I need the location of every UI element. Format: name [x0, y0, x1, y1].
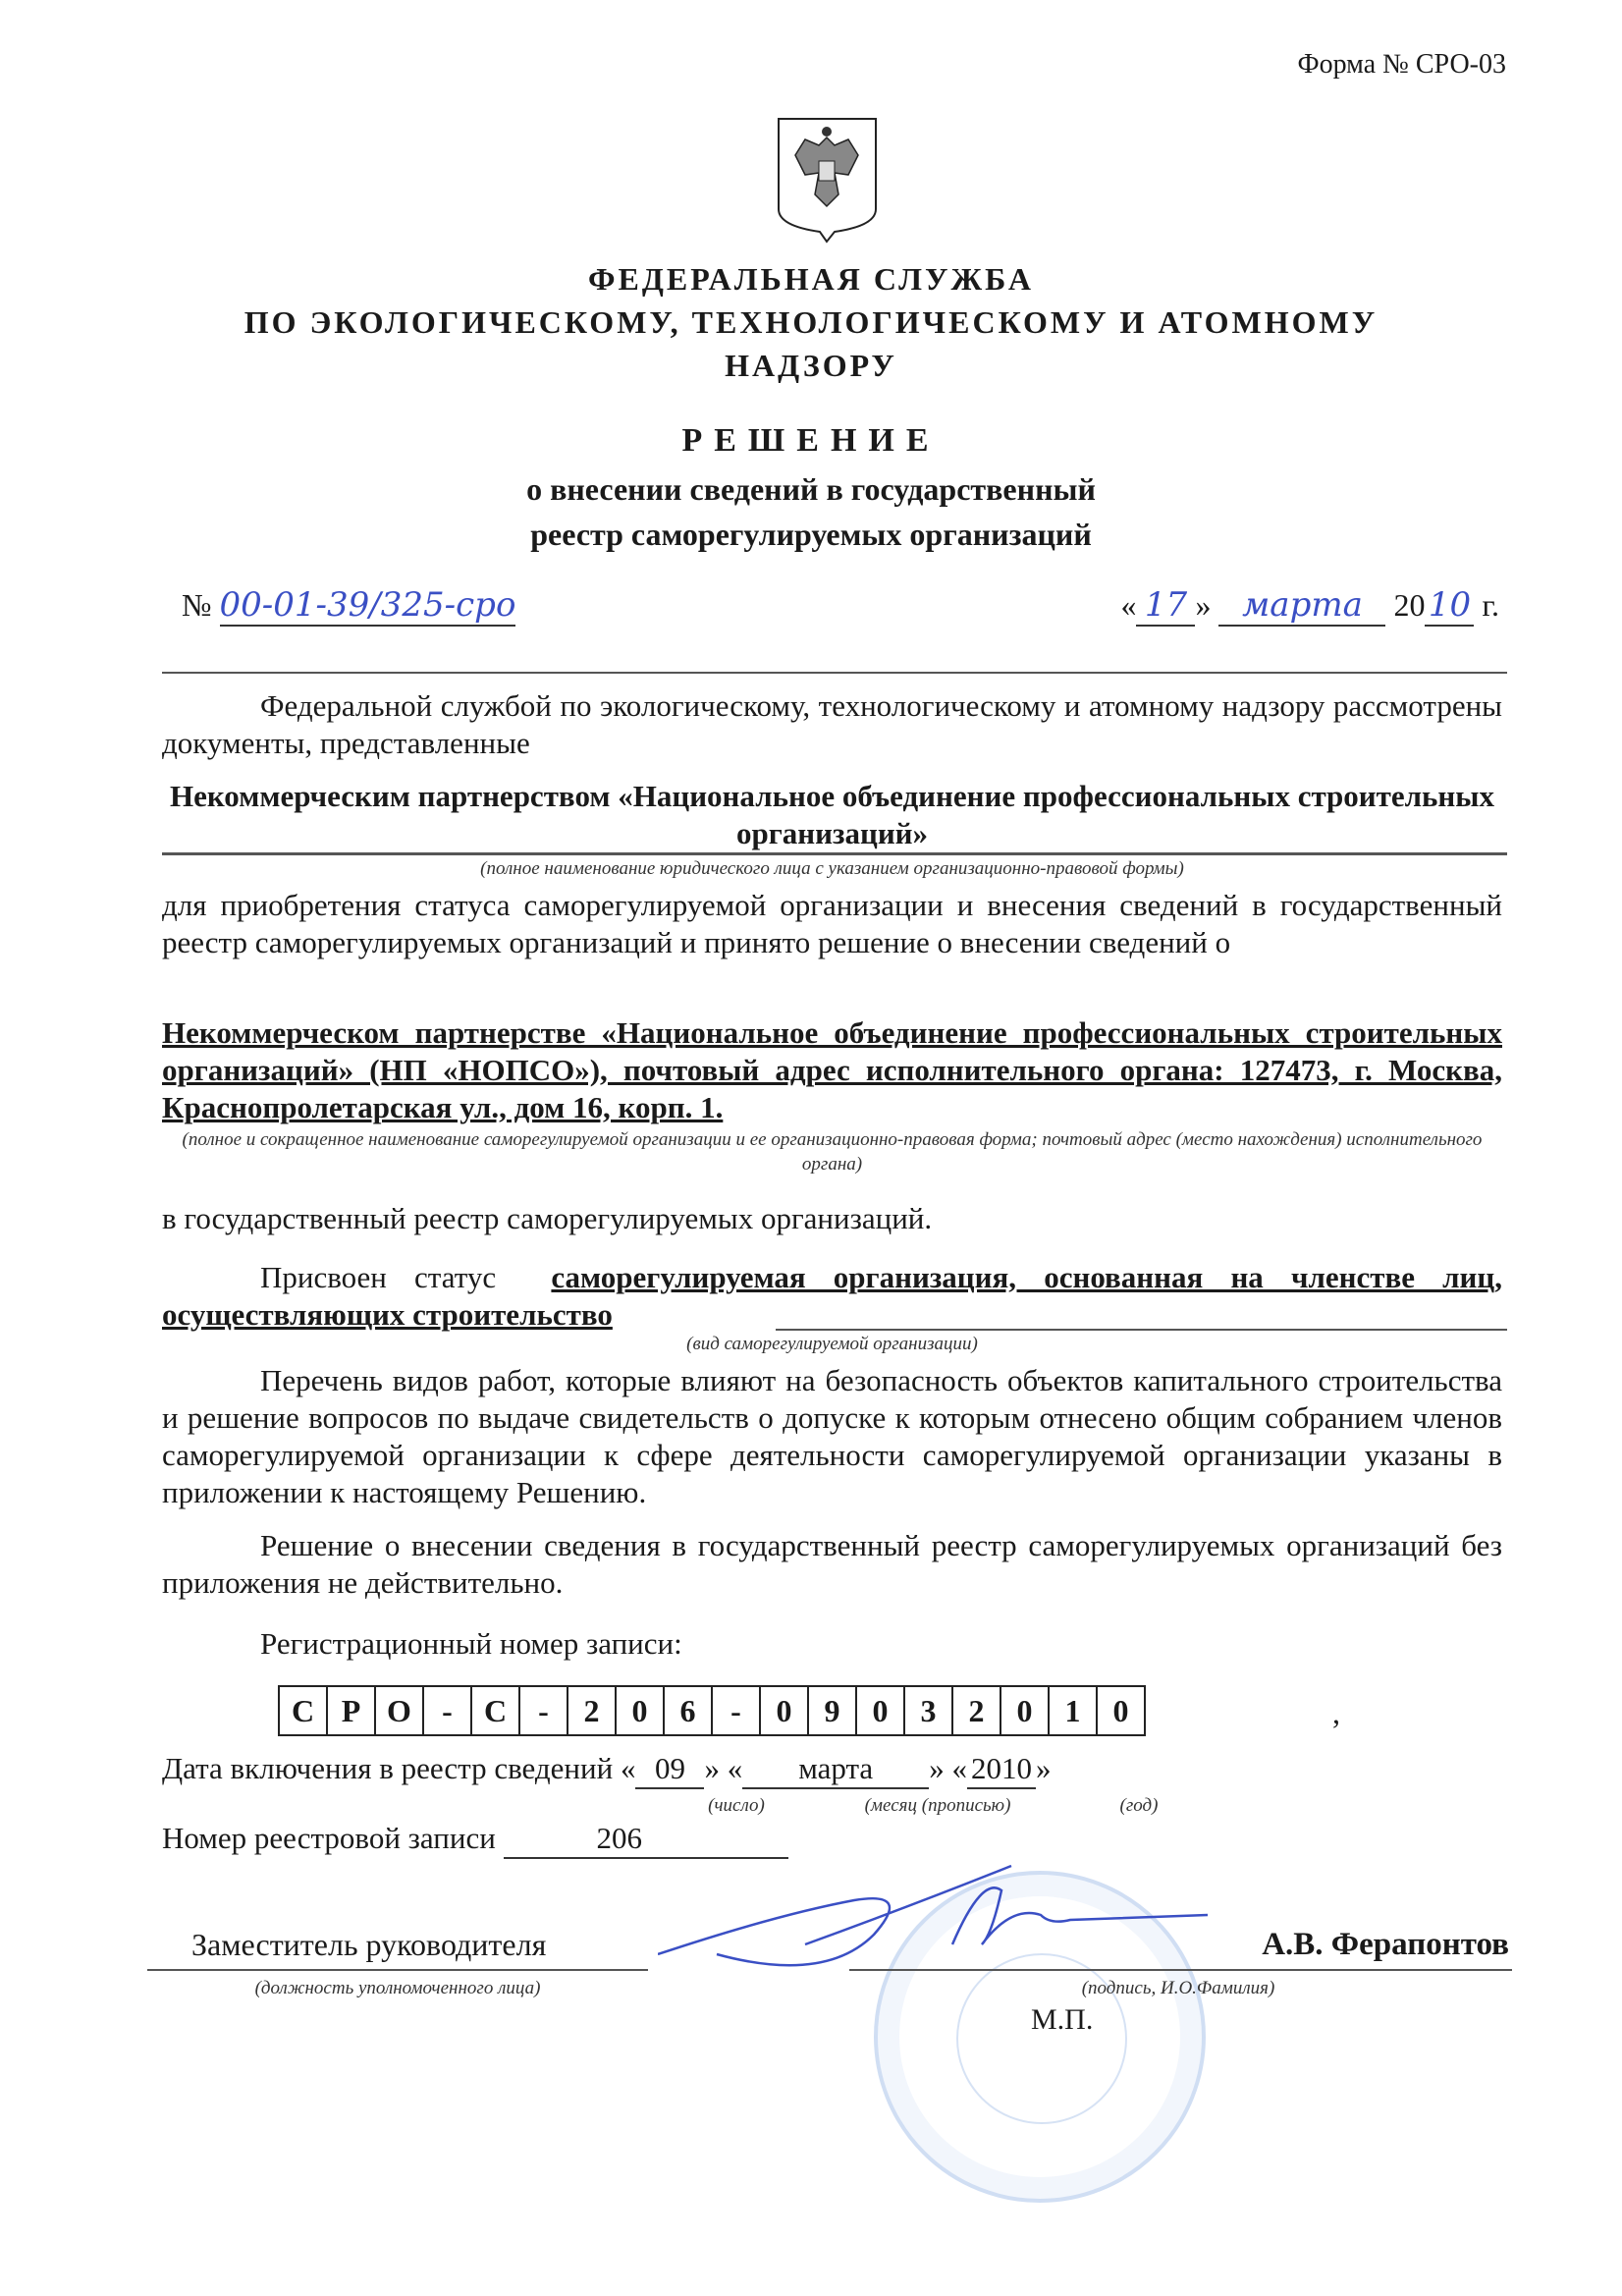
reg-cell: 0 — [857, 1687, 905, 1734]
decision-month: марта — [1218, 585, 1385, 627]
decision-number-value: 00-01-39/325-срo — [219, 585, 516, 625]
signature-hint: (подпись, И.О.Фамилия) — [1081, 1978, 1275, 1998]
position-underline — [147, 1969, 648, 1971]
reg-cell: Р — [328, 1687, 376, 1734]
reg-cell: 0 — [617, 1687, 665, 1734]
reg-cell: - — [424, 1687, 472, 1734]
registration-label: Регистрационный номер записи: — [260, 1626, 682, 1661]
reg-cell: 2 — [568, 1687, 617, 1734]
status-underline — [776, 1329, 1507, 1331]
signature-underline — [849, 1969, 1512, 1971]
seal-mark: М.П. — [1031, 2003, 1094, 2036]
coat-of-arms-icon — [776, 116, 879, 244]
status-paragraph: Присвоен статус саморегулируемая организация, основанная на членстве лиц, осуществляющих строительство — [162, 1260, 1502, 1332]
reg-cell: 0 — [1112, 1692, 1129, 1728]
signatory-name: А.В. Ферапонтов — [1262, 1927, 1509, 1962]
reg-cell: 2 — [953, 1687, 1001, 1734]
signature-icon — [658, 1846, 1247, 1984]
organization-hint: (полное и сокращенное наименование саморегулируемой организации и ее организационно-правовая форма; почтовый адрес (место нахождения) исполнительного органа) — [182, 1129, 1483, 1175]
reg-cell: 9 — [809, 1687, 857, 1734]
signatory-position: Заместитель руководителя — [191, 1927, 547, 1962]
form-number: Форма № СРО-03 — [1297, 49, 1506, 80]
decision-day: 17 — [1136, 585, 1195, 627]
agency-name: ФЕДЕРАЛЬНАЯ СЛУЖБА ПО ЭКОЛОГИЧЕСКОМУ, ТЕХНОЛОГИЧЕСКОМУ И АТОМНОМУ НАДЗОРУ — [243, 261, 1379, 383]
document-subtitle: о внесении сведений в государственный реестр саморегулируемых организаций — [526, 471, 1096, 552]
reg-cell: 1 — [1050, 1687, 1098, 1734]
applicant-name: Некоммерческим партнерством «Национальное объединение профессиональных строительных организаций» — [169, 779, 1494, 850]
reg-cell: 6 — [665, 1687, 713, 1734]
document-title: РЕШЕНИЕ — [681, 422, 941, 459]
status-hint: (вид саморегулируемой организации) — [686, 1334, 978, 1354]
reg-cell: 0 — [1001, 1687, 1050, 1734]
reg-cell: 0 — [761, 1687, 809, 1734]
inclusion-date: Дата включения в реестр сведений « 09 » « марта » « 2010 » — [162, 1750, 1502, 1789]
reg-cell: С — [280, 1687, 328, 1734]
divider — [162, 672, 1507, 674]
purpose-paragraph: для приобретения статуса саморегулируемой организации и внесения сведений в государственный реестр саморегулируемых организаций и принято решение о внесении сведений о — [162, 888, 1502, 959]
intro-paragraph: Федеральной службой по экологическому, технологическому и атомному надзору рассмотрены документы, представленные — [162, 688, 1502, 760]
works-paragraph: Перечень видов работ, которые влияют на безопасность объектов капитального строительства и решение вопросов по выдаче свидетельств о допуске к которым отнесено общим собранием членов саморегулируемой организации к сфере деятельности саморегулируемой организации указаны в приложении к настоящему Решению. — [162, 1363, 1502, 1509]
registration-number-box — [278, 1685, 1146, 1736]
applicant-hint: (полное наименование юридического лица с указанием организационно-правовой формы) — [480, 858, 1184, 879]
reg-cell: - — [520, 1687, 568, 1734]
organization-details: Некоммерческом партнерстве «Национальное объединение профессиональных строительных организаций» (НП «НОПСО»), почтовый адрес исполнительного органа: 127473, г. Москва, Краснопролетарская ул., дом 16, корп. 1. — [162, 1015, 1502, 1124]
registry-entry: Номер реестровой записи 206 — [162, 1820, 1502, 1859]
reg-cell: - — [713, 1687, 761, 1734]
reg-cell: С — [472, 1687, 520, 1734]
registry-phrase: в государственный реестр саморегулируемых организаций. — [162, 1201, 933, 1235]
registry-entry-value: 206 — [504, 1820, 788, 1859]
position-hint: (должность уполномоченного лица) — [254, 1978, 541, 1998]
inclusion-year: 2010 — [967, 1750, 1036, 1789]
decision-number: № 00-01-39/325-срo — [182, 585, 516, 625]
inclusion-month: марта — [742, 1750, 929, 1789]
decision-date: « 17 » марта 2010 г. — [1120, 585, 1499, 625]
inclusion-day: 09 — [635, 1750, 704, 1789]
reg-cell: О — [376, 1687, 424, 1734]
decision-year: 10 — [1425, 585, 1474, 627]
validity-paragraph: Решение о внесении сведения в государственный реестр саморегулируемых организаций без приложения не действительно. — [162, 1528, 1502, 1600]
status-value: саморегулируемая организация, основанная на членстве лиц, осуществляющих строительство — [162, 1260, 1502, 1332]
reg-cell: 3 — [905, 1687, 953, 1734]
applicant-underline — [162, 852, 1507, 855]
